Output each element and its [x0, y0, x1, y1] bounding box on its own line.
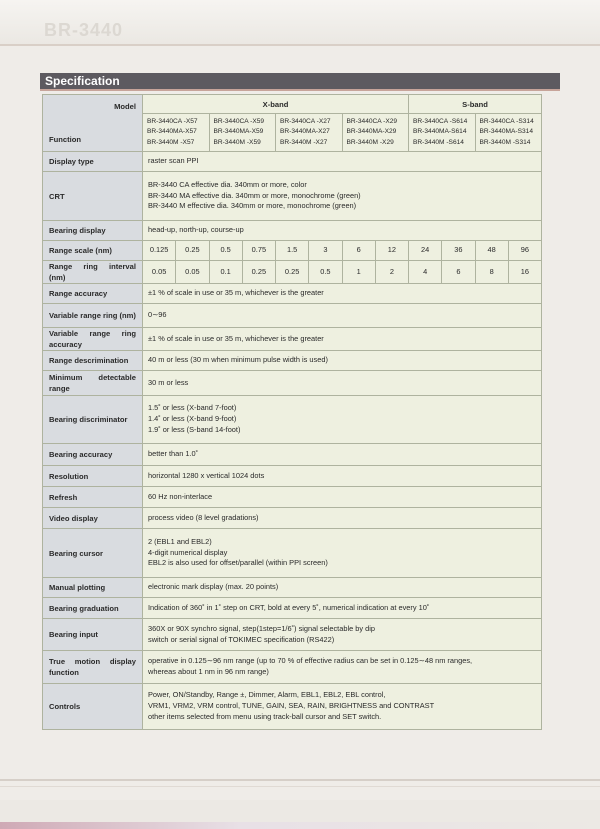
row-range-discrimination	[43, 351, 542, 371]
row-label: Refresh	[43, 487, 143, 508]
ring-interval-value: 6	[442, 261, 475, 284]
model-name: BR-3440CA -X57	[147, 118, 198, 126]
row-label: Controls	[43, 684, 143, 730]
row-value: process video (8 level gradations)	[143, 508, 542, 529]
row-value	[143, 684, 542, 730]
model-group-x59	[209, 114, 276, 152]
ring-interval-value: 2	[375, 261, 408, 284]
ring-interval-value: 4	[409, 261, 442, 284]
ring-interval-value: 0.5	[309, 261, 342, 284]
xband-header: X-band	[143, 95, 409, 114]
range-scale-value: 3	[309, 241, 342, 261]
model-name: BR-3440M -X57	[147, 138, 195, 146]
model-name: BR-3440MA-X57	[147, 128, 197, 136]
row-label: Variable range ring accuracy	[43, 328, 143, 351]
row-display-type	[43, 152, 542, 172]
row-manual-plotting	[43, 578, 542, 598]
row-value: ±1 % of scale in use or 35 m, whichever is the greater	[143, 284, 542, 304]
model-name: BR-3440M -S314	[479, 138, 531, 146]
row-range-scale	[43, 241, 542, 261]
ring-interval-value: 16	[508, 261, 541, 284]
value-line: other items selected from menu using track-ball cursor and SET switch.	[148, 711, 382, 721]
row-value: head-up, north-up, course-up	[143, 221, 542, 241]
row-resolution	[43, 466, 542, 487]
model-name: BR-3440MA-X59	[213, 128, 264, 136]
row-value	[143, 619, 542, 651]
model-name: BR-3440M -S614	[413, 138, 464, 146]
model-name: BR-3440M -X59	[213, 138, 261, 146]
top-rule	[0, 44, 600, 46]
model-group-x27	[276, 114, 343, 152]
row-label: Range accuracy	[43, 284, 143, 304]
model-name: BR-3440CA -X29	[346, 118, 398, 126]
value-line: 1.4˚ or less (X-band 9-foot)	[148, 414, 237, 424]
bottom-rule	[0, 779, 600, 781]
ring-interval-value: 0.25	[276, 261, 309, 284]
row-value: better than 1.0˚	[143, 444, 542, 466]
row-label: Minimum detectable range	[43, 371, 143, 396]
value-line: operative in 0.125∼96 nm range (up to 70 % of effective radius can be set in 0.125∼48 nm ranges,	[148, 656, 473, 666]
value-line: switch or serial signal of TOKIMEC specification (RS422)	[148, 634, 335, 644]
bottom-rule-thin	[0, 786, 600, 787]
model-group-x29	[342, 114, 409, 152]
model-name: BR-3440MA-S614	[413, 128, 467, 136]
row-value	[143, 396, 542, 444]
range-scale-value: 1.5	[276, 241, 309, 261]
ring-interval-value: 0.25	[242, 261, 275, 284]
range-scale-value: 96	[508, 241, 541, 261]
row-label: Range scale (nm)	[43, 241, 143, 261]
model-function-cell	[43, 95, 143, 152]
section-title: Specification	[45, 74, 120, 88]
ghost-heading: BR-3440	[44, 20, 124, 40]
row-label: Bearing accuracy	[43, 444, 143, 466]
model-name: BR-3440M -X29	[346, 138, 394, 146]
row-vrm	[43, 304, 542, 328]
row-label: Manual plotting	[43, 578, 143, 598]
model-name: BR-3440MA-S314	[479, 128, 534, 136]
model-name: BR-3440CA -X27	[280, 118, 331, 126]
spec-table	[42, 94, 542, 730]
row-label: Display type	[43, 152, 143, 172]
value-line: Power, ON/Standby, Range ±, Dimmer, Alarm, EBL1, EBL2, EBL control,	[148, 690, 386, 700]
model-group-x57	[143, 114, 210, 152]
row-bearing-graduation	[43, 598, 542, 619]
row-value: 60 Hz non-interlace	[143, 487, 542, 508]
model-name: BR-3440MA-X29	[346, 128, 397, 136]
row-label: Variable range ring (nm)	[43, 304, 143, 328]
row-label: Resolution	[43, 466, 143, 487]
top-band	[0, 0, 600, 44]
row-value: 0∼96	[143, 304, 542, 328]
row-label: Range ring interval (nm)	[43, 261, 143, 284]
value-line: EBL2 is also used for offset/parallel (within PPI screen)	[148, 558, 328, 568]
value-line: 4-digit numerical display	[148, 547, 228, 557]
model-name: BR-3440M -X27	[280, 138, 328, 146]
value-line: BR-3440 M effective dia. 340mm or more, monochrome (green)	[148, 201, 357, 211]
row-crt	[43, 172, 542, 221]
row-label: Bearing discriminator	[43, 396, 143, 444]
function-label: Function	[49, 135, 82, 144]
model-group-s614	[409, 114, 476, 152]
row-label: Bearing display	[43, 221, 143, 241]
range-scale-value: 0.75	[242, 241, 275, 261]
model-name: BR-3440CA -S614	[413, 118, 468, 126]
value-line: whereas about 1 nm in 96 nm range)	[148, 667, 269, 676]
ring-interval-value: 8	[475, 261, 508, 284]
value-line: BR-3440 CA effective dia. 340mm or more, color	[148, 179, 307, 189]
row-vrm-accuracy	[43, 328, 542, 351]
row-true-motion	[43, 651, 542, 684]
row-value	[143, 172, 542, 221]
row-bearing-input	[43, 619, 542, 651]
range-scale-value: 0.25	[176, 241, 209, 261]
value-line: 360X or 90X synchro signal, step(1step=1/6˚) signal selectable by dip	[148, 623, 375, 633]
row-value: 30 m or less	[143, 371, 542, 396]
row-label: CRT	[43, 172, 143, 221]
row-range-accuracy	[43, 284, 542, 304]
range-scale-value: 6	[342, 241, 375, 261]
value-line: 2 (EBL1 and EBL2)	[148, 536, 212, 546]
range-scale-value: 24	[409, 241, 442, 261]
row-bearing-accuracy	[43, 444, 542, 466]
section-header	[40, 73, 560, 91]
value-line: 1.5˚ or less (X-band 7-foot)	[148, 403, 237, 413]
range-scale-value: 12	[375, 241, 408, 261]
model-name: BR-3440CA -X59	[213, 118, 265, 126]
row-range-ring-interval	[43, 261, 542, 284]
ring-interval-value: 0.05	[176, 261, 209, 284]
value-line: VRM1, VRM2, VRM control, TUNE, GAIN, SEA, RAIN, BRIGHTNESS and CONTRAST	[148, 701, 435, 711]
row-value: ±1 % of scale in use or 35 m, whichever is the greater	[143, 328, 542, 351]
band-header-row	[43, 95, 542, 114]
range-scale-value: 48	[475, 241, 508, 261]
model-label: Model	[114, 102, 136, 111]
row-label: Bearing cursor	[43, 529, 143, 578]
row-bearing-display	[43, 221, 542, 241]
row-label: Range descrimination	[43, 351, 143, 371]
range-scale-value: 0.5	[209, 241, 242, 261]
model-name: BR-3440MA-X27	[280, 128, 330, 136]
model-group-s314	[475, 114, 542, 152]
row-value	[143, 651, 542, 684]
ring-interval-value: 0.1	[209, 261, 242, 284]
range-scale-value: 0.125	[143, 241, 176, 261]
row-label: Bearing graduation	[43, 598, 143, 619]
row-refresh	[43, 487, 542, 508]
value-line: BR-3440 MA effective dia. 340mm or more, monochrome (green)	[148, 190, 361, 200]
bottom-edge	[0, 822, 600, 829]
row-value	[143, 529, 542, 578]
row-label: Video display	[43, 508, 143, 529]
row-bearing-discriminator	[43, 396, 542, 444]
value-line: 1.9˚ or less (S-band 14-foot)	[148, 424, 241, 434]
row-value: 40 m or less (30 m when minimum pulse width is used)	[143, 351, 542, 371]
row-bearing-cursor	[43, 529, 542, 578]
row-label: True motion display function	[43, 651, 143, 684]
sband-header: S-band	[409, 95, 542, 114]
model-name: BR-3440CA -S314	[479, 118, 534, 126]
row-video-display	[43, 508, 542, 529]
row-value: Indication of 360˚ in 1˚ step on CRT, bold at every 5˚, numerical indication at every 10˚	[143, 598, 542, 619]
row-value: electronic mark display (max. 20 points)	[143, 578, 542, 598]
range-scale-value: 36	[442, 241, 475, 261]
row-controls	[43, 684, 542, 730]
row-label: Bearing input	[43, 619, 143, 651]
ring-interval-value: 1	[342, 261, 375, 284]
ring-interval-value: 0.05	[143, 261, 176, 284]
row-value: horizontal 1280 x vertical 1024 dots	[143, 466, 542, 487]
row-min-range	[43, 371, 542, 396]
row-value: raster scan PPI	[143, 152, 542, 172]
